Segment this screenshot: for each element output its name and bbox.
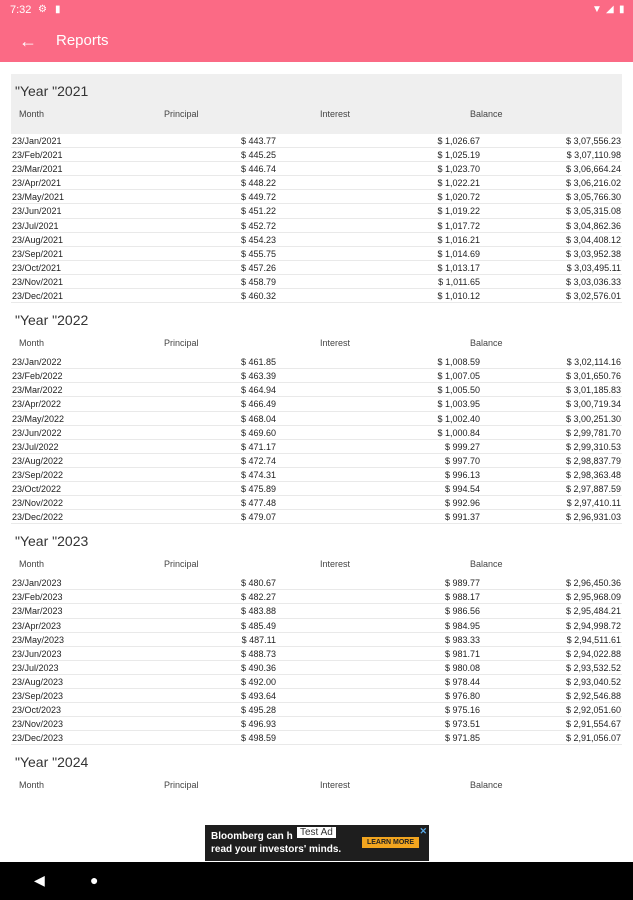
table-row (11, 675, 622, 689)
table-cell: 23/Nov/2023 (12, 719, 64, 730)
table-cell: $ 3,06,216.02 (565, 178, 621, 189)
table-cell: $ 980.08 (444, 662, 480, 673)
table-row (11, 468, 622, 482)
page-title: Reports (56, 32, 109, 49)
table-cell: $ 2,95,968.09 (565, 592, 621, 603)
column-headers (15, 109, 618, 127)
table-cell: $ 488.73 (240, 648, 276, 659)
table-cell: $ 446.74 (240, 164, 276, 175)
table-cell: 23/Jan/2022 (12, 357, 62, 368)
app-bar (0, 20, 633, 62)
table-cell: $ 1,026.67 (437, 136, 480, 146)
table-cell: $ 2,92,051.60 (565, 705, 621, 716)
table-cell: 23/Jul/2022 (12, 441, 59, 452)
table-cell: $ 479.07 (240, 512, 276, 523)
table-cell: $ 443.77 (240, 136, 276, 146)
column-header-principal: Principal (164, 338, 199, 349)
table-cell: $ 493.64 (240, 691, 276, 701)
ad-cta-button[interactable]: LEARN MORE (362, 837, 419, 848)
table-cell: $ 994.54 (444, 483, 480, 494)
table-cell: $ 971.85 (444, 733, 480, 744)
table-row (11, 717, 622, 731)
table-cell: $ 455.75 (240, 248, 276, 259)
table-row (11, 355, 622, 369)
table-cell: $ 1,003.95 (437, 399, 480, 410)
table-cell: 23/Mar/2021 (12, 164, 63, 175)
table-cell: $ 2,96,931.03 (565, 512, 621, 523)
table-cell: $ 469.60 (240, 427, 276, 438)
nav-back-icon[interactable]: ◀ (34, 872, 45, 888)
table-cell: 23/Nov/2022 (12, 498, 64, 509)
table-cell: $ 452.72 (240, 220, 276, 231)
year-section (11, 303, 622, 524)
table-cell: $ 1,002.40 (437, 413, 480, 424)
table-row (11, 576, 622, 590)
table-row (11, 590, 622, 604)
table-cell: $ 2,91,056.07 (565, 733, 621, 744)
table-cell: 23/Jan/2023 (12, 578, 62, 589)
table-cell: $ 981.71 (444, 648, 480, 659)
table-cell: $ 1,022.21 (437, 178, 480, 189)
table-cell: $ 2,94,998.72 (565, 620, 621, 631)
table-cell: $ 2,96,450.36 (565, 578, 621, 589)
table-row (11, 496, 622, 510)
column-header-month: Month (19, 338, 45, 349)
table-cell: $ 1,017.72 (437, 220, 480, 231)
table-row (11, 383, 622, 397)
table-cell: $ 2,91,554.67 (565, 719, 621, 730)
sd-card-icon: ▮ (55, 4, 61, 15)
table-cell: 23/Jun/2023 (12, 648, 62, 659)
table-cell: $ 989.77 (444, 578, 480, 589)
table-cell: $ 463.39 (240, 371, 276, 382)
column-header-principal: Principal (164, 109, 199, 119)
column-header-month: Month (19, 559, 45, 570)
table-cell: 23/Jun/2022 (12, 427, 62, 438)
table-cell: 23/Apr/2023 (12, 620, 62, 631)
table-cell: $ 496.93 (240, 719, 276, 730)
table-cell: 23/Feb/2023 (12, 592, 63, 603)
table-row (11, 134, 622, 148)
table-cell: $ 461.85 (240, 357, 276, 368)
table-cell: $ 3,01,185.83 (565, 385, 621, 396)
table-row (11, 275, 622, 289)
table-cell: $ 2,97,887.59 (565, 483, 621, 494)
year-header (11, 745, 622, 797)
ad-line-1: Bloomberg can h (211, 831, 293, 842)
table-cell: $ 474.31 (240, 469, 276, 480)
table-row (11, 510, 622, 524)
nav-bar (0, 862, 633, 900)
table-cell: $ 468.04 (240, 413, 276, 424)
table-cell: 23/May/2021 (12, 192, 65, 203)
table-cell: 23/Feb/2022 (12, 371, 63, 382)
table-cell: 23/Jul/2021 (12, 220, 59, 231)
table-cell: $ 2,93,532.52 (565, 662, 621, 673)
table-row (11, 219, 622, 233)
table-row (11, 233, 622, 247)
table-cell: 23/May/2023 (12, 634, 65, 645)
table-cell: $ 472.74 (240, 455, 276, 466)
nav-home-icon[interactable]: ● (90, 872, 99, 888)
ad-line-2: read your investors' minds. (211, 844, 342, 855)
table-cell: $ 3,05,315.08 (565, 206, 621, 217)
ad-close-icon[interactable]: ✕ (419, 826, 427, 836)
table-cell: $ 445.25 (240, 150, 276, 161)
table-cell: $ 986.56 (444, 606, 480, 617)
table-cell: $ 2,99,781.70 (565, 427, 621, 438)
table-cell: $ 1,010.12 (437, 291, 480, 302)
column-header-month: Month (19, 109, 45, 119)
table-cell: 23/Dec/2023 (12, 733, 64, 744)
table-cell: $ 3,02,114.16 (566, 357, 621, 368)
table-cell: 23/Apr/2021 (12, 178, 62, 189)
year-section (11, 74, 622, 303)
column-headers (15, 559, 618, 577)
table-cell: 23/Oct/2022 (12, 483, 62, 494)
ad-tag: Test Ad (297, 827, 336, 838)
table-cell: $ 471.17 (240, 441, 276, 452)
table-cell: 23/Sep/2022 (12, 469, 64, 480)
table-row (11, 397, 622, 411)
table-cell: $ 2,92,546.88 (565, 691, 621, 701)
table-cell: $ 487.11 (241, 634, 276, 645)
table-cell: 23/Mar/2022 (12, 385, 63, 396)
table-row (11, 190, 622, 204)
table-row (11, 426, 622, 440)
column-header-balance: Balance (470, 559, 503, 570)
table-cell: $ 997.70 (444, 455, 480, 466)
table-cell: $ 458.79 (240, 276, 276, 287)
table-cell: $ 988.17 (444, 592, 480, 603)
table-cell: $ 449.72 (240, 192, 276, 203)
wifi-icon: ▼ (592, 4, 602, 15)
table-cell: $ 3,00,251.30 (565, 413, 621, 424)
table-cell: $ 457.26 (240, 262, 276, 273)
table-cell: 23/May/2022 (12, 413, 65, 424)
status-bar (0, 0, 633, 20)
column-header-principal: Principal (164, 780, 199, 791)
column-header-principal: Principal (164, 559, 199, 570)
table-row (11, 633, 622, 647)
year-title: "Year "2022 (15, 312, 89, 329)
table-cell: $ 477.48 (240, 498, 276, 509)
table-row (11, 204, 622, 218)
table-cell: $ 3,06,664.24 (565, 164, 621, 175)
table-cell: $ 480.67 (240, 578, 276, 589)
table-cell: 23/Jan/2021 (12, 136, 62, 146)
table-cell: 23/Jun/2021 (12, 206, 62, 217)
table-row (11, 482, 622, 496)
table-cell: $ 3,02,576.01 (565, 291, 621, 302)
table-row (11, 731, 622, 745)
table-cell: $ 490.36 (240, 662, 276, 673)
table-cell: $ 475.89 (240, 483, 276, 494)
column-header-interest: Interest (320, 559, 351, 570)
table-cell: $ 3,00,719.34 (565, 399, 621, 410)
table-cell: $ 2,98,837.79 (565, 455, 621, 466)
table-row (11, 604, 622, 618)
table-cell: $ 984.95 (444, 620, 480, 631)
year-section (11, 745, 622, 797)
table-cell: $ 999.27 (444, 441, 480, 452)
back-arrow-icon[interactable]: ← (19, 31, 37, 51)
year-title: "Year "2024 (15, 754, 89, 771)
table-cell: $ 992.96 (444, 498, 480, 509)
table-cell: 23/Dec/2022 (12, 512, 64, 523)
table-cell: 23/Aug/2021 (12, 234, 64, 245)
column-headers (15, 338, 618, 356)
table-cell: $ 483.88 (240, 606, 276, 617)
table-cell: $ 1,019.22 (437, 206, 480, 217)
table-cell: $ 3,05,766.30 (565, 192, 621, 203)
table-row (11, 162, 622, 176)
column-header-interest: Interest (320, 109, 351, 119)
table-cell: $ 2,93,040.52 (565, 676, 621, 687)
table-cell: $ 976.80 (444, 691, 480, 701)
table-cell: $ 492.00 (240, 676, 276, 687)
signal-icon: ◢ (606, 4, 614, 15)
table-cell: $ 1,013.17 (437, 262, 480, 273)
table-cell: $ 3,01,650.76 (565, 371, 621, 382)
table-cell: $ 1,023.70 (437, 164, 480, 175)
ad-banner[interactable] (205, 825, 429, 861)
column-header-month: Month (19, 780, 45, 791)
table-row (11, 261, 622, 275)
table-row (11, 689, 622, 703)
table-cell: 23/Apr/2022 (12, 399, 62, 410)
column-header-balance: Balance (470, 109, 503, 119)
table-cell: 23/Oct/2021 (12, 262, 62, 273)
table-cell: $ 3,03,495.11 (566, 262, 621, 273)
table-row (11, 440, 622, 454)
table-cell: 23/Aug/2022 (12, 455, 64, 466)
table-cell: $ 1,016.21 (437, 234, 480, 245)
table-row (11, 454, 622, 468)
year-header (11, 303, 622, 355)
year-title: "Year "2023 (15, 533, 89, 550)
table-cell: $ 2,97,410.11 (566, 498, 621, 509)
column-headers (15, 780, 618, 798)
table-cell: $ 1,005.50 (437, 385, 480, 396)
status-time: 7:32 (10, 4, 32, 16)
table-cell: $ 3,07,110.98 (566, 150, 621, 161)
year-header (11, 74, 622, 134)
table-cell: 23/Sep/2023 (12, 691, 64, 701)
column-header-interest: Interest (320, 338, 351, 349)
report-list[interactable] (11, 74, 622, 825)
table-cell: $ 3,04,408.12 (565, 234, 621, 245)
table-cell: $ 2,99,310.53 (565, 441, 621, 452)
table-row (11, 289, 622, 303)
table-cell: $ 978.44 (444, 676, 480, 687)
battery-icon: ▮ (619, 4, 625, 15)
table-row (11, 148, 622, 162)
table-cell: $ 485.49 (240, 620, 276, 631)
table-cell: $ 1,000.84 (437, 427, 480, 438)
table-cell: $ 454.23 (240, 234, 276, 245)
settings-icon: ⚙ (38, 4, 47, 15)
table-cell: 23/Nov/2021 (12, 276, 64, 287)
table-cell: 23/Mar/2023 (12, 606, 63, 617)
column-header-balance: Balance (470, 780, 503, 791)
table-row (11, 176, 622, 190)
table-cell: $ 3,04,862.36 (565, 220, 621, 231)
table-cell: $ 498.59 (240, 733, 276, 744)
table-cell: $ 2,94,511.61 (566, 634, 621, 645)
table-cell: 23/Feb/2021 (12, 150, 63, 161)
year-header (11, 524, 622, 576)
table-cell: $ 448.22 (240, 178, 276, 189)
table-row (11, 369, 622, 383)
table-cell: $ 464.94 (240, 385, 276, 396)
table-cell: $ 3,03,036.33 (565, 276, 621, 287)
table-cell: 23/Jul/2023 (12, 662, 59, 673)
table-cell: $ 466.49 (240, 399, 276, 410)
table-cell: $ 2,95,484.21 (565, 606, 621, 617)
table-cell: $ 460.32 (240, 291, 276, 302)
year-section (11, 524, 622, 745)
table-cell: $ 1,014.69 (437, 248, 480, 259)
table-cell: $ 1,011.65 (438, 276, 480, 287)
table-cell: $ 1,007.05 (437, 371, 480, 382)
column-header-balance: Balance (470, 338, 503, 349)
table-cell: $ 451.22 (240, 206, 276, 217)
table-row (11, 247, 622, 261)
table-cell: 23/Dec/2021 (12, 291, 64, 302)
table-cell: $ 495.28 (240, 705, 276, 716)
table-cell: $ 983.33 (444, 634, 480, 645)
table-cell: $ 975.16 (444, 705, 480, 716)
year-title: "Year "2021 (15, 83, 89, 99)
table-row (11, 661, 622, 675)
column-header-interest: Interest (320, 780, 351, 791)
table-cell: $ 3,03,952.38 (565, 248, 621, 259)
table-row (11, 703, 622, 717)
table-cell: 23/Sep/2021 (12, 248, 64, 259)
table-cell: $ 3,07,556.23 (565, 136, 621, 146)
table-cell: $ 973.51 (444, 719, 480, 730)
table-cell: $ 996.13 (444, 469, 480, 480)
table-row (11, 619, 622, 633)
table-cell: $ 991.37 (444, 512, 480, 523)
table-row (11, 647, 622, 661)
table-cell: 23/Aug/2023 (12, 676, 64, 687)
table-cell: $ 2,98,363.48 (565, 469, 621, 480)
table-cell: $ 1,020.72 (437, 192, 480, 203)
table-cell: $ 1,025.19 (437, 150, 480, 161)
table-cell: $ 482.27 (240, 592, 276, 603)
table-cell: $ 2,94,022.88 (565, 648, 621, 659)
table-cell: $ 1,008.59 (437, 357, 480, 368)
table-cell: 23/Oct/2023 (12, 705, 62, 716)
table-row (11, 412, 622, 426)
